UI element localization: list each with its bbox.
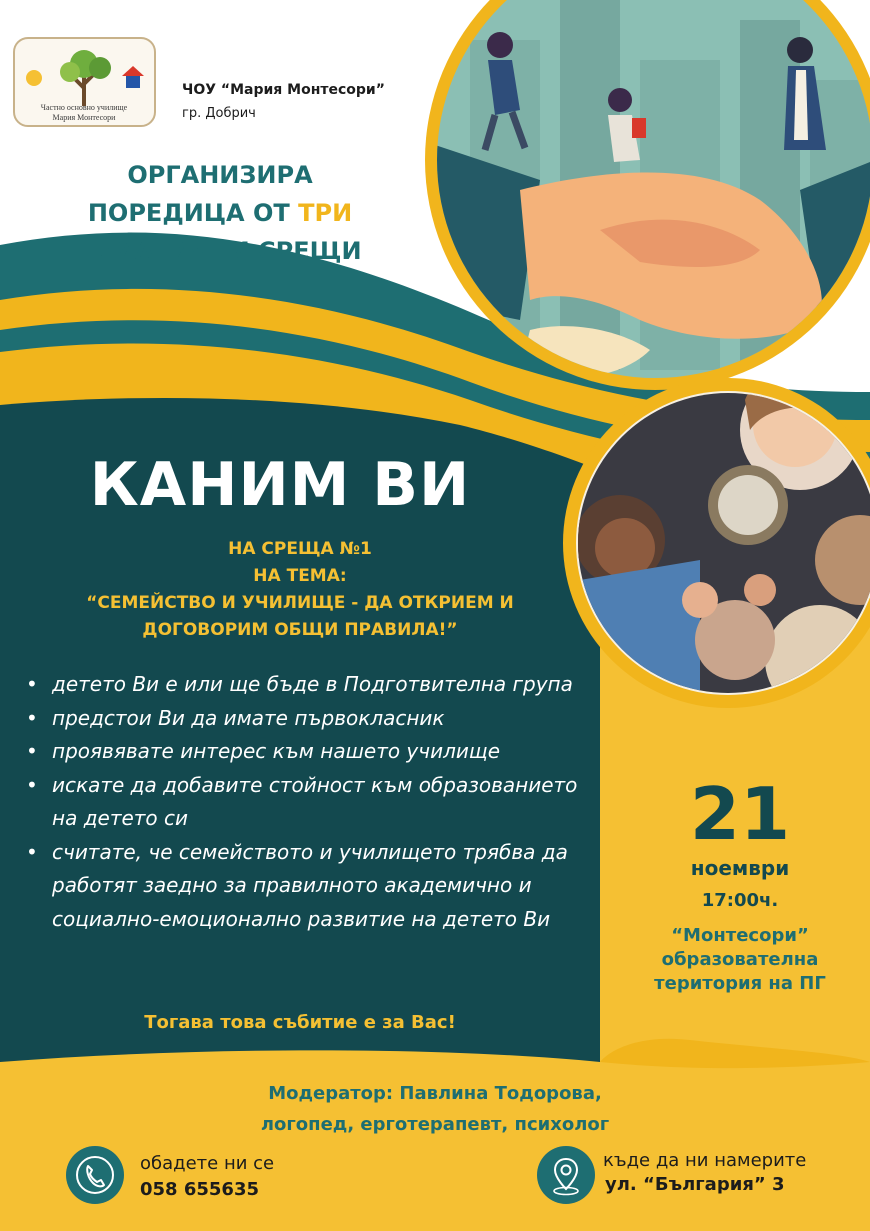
meeting-topic-label: НА ТЕМА: — [253, 566, 347, 586]
headline-line-2-prefix: ПОРЕДИЦА ОТ — [87, 199, 299, 227]
list-item: • считате, че семейството и училището трябва да работят заедно за правилното академично и социално-емоционално развитие на детето Ви — [22, 836, 582, 937]
logo-text-2: Мария Монтесори — [52, 113, 116, 122]
phone-icon[interactable] — [66, 1146, 124, 1204]
moderator-info — [200, 1078, 670, 1140]
headline-line-2 — [60, 194, 380, 232]
event-day: 21 — [689, 772, 791, 856]
headline — [60, 156, 380, 270]
find-us-label: къде да ни намерите — [603, 1150, 807, 1171]
list-item: • искате да добавите стойност към образованието на детето си — [22, 769, 582, 836]
headline-line-1: ОРГАНИЗИРА — [127, 161, 313, 189]
meeting-number: НА СРЕЩА №1 — [228, 539, 372, 559]
invite-title: КАНИМ ВИ — [89, 450, 471, 520]
venue-line-3: територия на ПГ — [654, 973, 826, 994]
venue-line-1: “Монтесори” — [671, 925, 809, 946]
call-label: обадете ни се — [140, 1153, 275, 1174]
meeting-info — [40, 536, 560, 644]
school-logo — [12, 36, 157, 128]
moderator-line-2: логопед, ерготерапевт, психолог — [260, 1114, 610, 1135]
meeting-topic-line-1: “СЕМЕЙСТВО И УЧИЛИЩЕ - ДА ОТКРИЕМ И — [86, 593, 514, 613]
event-month: ноември — [690, 856, 790, 880]
headline-line-3: ТЕМАТИЧНИ СРЕЩИ — [78, 237, 362, 265]
phone-number[interactable]: 058 655635 — [140, 1179, 259, 1200]
school-city: гр. Добрич — [182, 106, 256, 121]
moderator-line-1: Модератор: Павлина Тодорова, — [268, 1083, 602, 1104]
logo-text-1: Частно основно училище — [40, 103, 128, 112]
meeting-topic-line-2: ДОГОВОРИМ ОБЩИ ПРАВИЛА!” — [142, 620, 458, 640]
list-item: • предстои Ви да имате първокласник — [22, 702, 582, 736]
headline-highlight: ТРИ — [298, 199, 353, 227]
audience-list — [22, 668, 582, 936]
list-item: • проявявате интерес към нашето училище — [22, 735, 582, 769]
list-item: • детето Ви е или ще бъде в Подготвителна група — [22, 668, 582, 702]
closing-line: Тогава това събитие е за Вас! — [144, 1012, 456, 1033]
school-name: ЧОУ “Мария Монтесори” — [182, 82, 385, 98]
event-time: 17:00ч. — [701, 890, 779, 911]
location-pin-icon[interactable] — [537, 1146, 595, 1204]
event-venue — [630, 924, 850, 996]
address[interactable]: ул. “България” 3 — [605, 1174, 785, 1195]
venue-line-2: образователна — [661, 949, 819, 970]
